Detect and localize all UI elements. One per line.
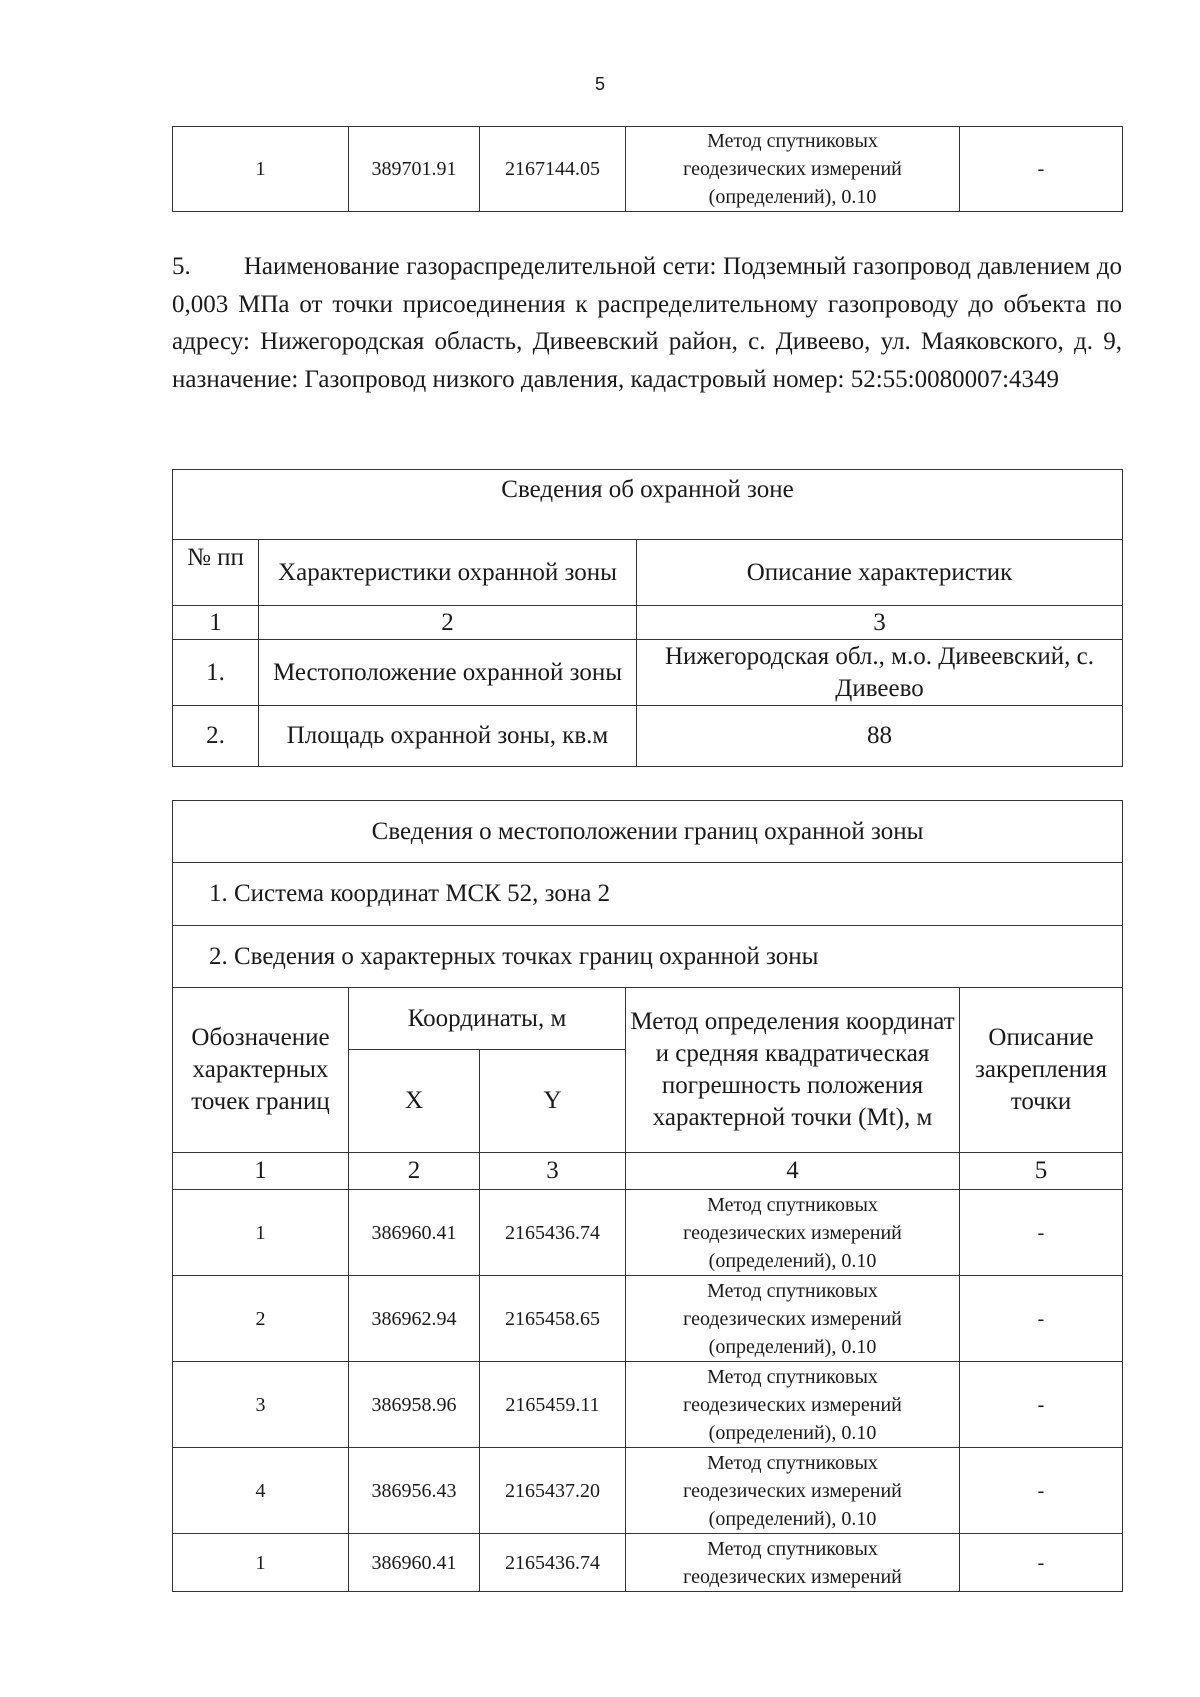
table-row [173,1276,1123,1362]
method-line: геодезических измерений [683,1393,902,1416]
header-method: Метод определения координат и средняя квадратическая погрешность положения характерной точки (Mt), м [626,988,960,1153]
y-cell: 2165459.11 [480,1362,626,1448]
fixing-cell: - [960,1190,1123,1276]
y-cell: 2167144.05 [480,127,626,212]
x-cell: 386960.41 [349,1534,480,1592]
method-line: геодезических измерений [683,1221,902,1244]
column-number: 2 [259,606,637,640]
row-num: 1. [173,640,259,706]
table-row [173,127,1123,212]
method-cell [626,1276,960,1362]
header-y: Y [480,1050,626,1153]
column-number: 1 [173,1153,349,1190]
column-number-row [173,1153,1123,1190]
method-cell [626,1190,960,1276]
y-cell: 2165437.20 [480,1448,626,1534]
method-line: Метод спутниковых [707,130,878,152]
method-line: (определений), 0.10 [708,1249,877,1272]
zone-boundaries-table [172,800,1123,1592]
x-cell: 386956.43 [349,1448,480,1534]
method-line: геодезических измерений [683,1565,902,1588]
x-cell: 386962.94 [349,1276,480,1362]
column-number: 3 [637,606,1123,640]
header-coordinates: Координаты, м [349,988,626,1050]
method-line: (определений), 0.10 [708,186,877,208]
row-num: 2. [173,706,259,767]
column-number: 1 [173,606,259,640]
point-cell: 1 [173,127,349,212]
column-number: 3 [480,1153,626,1190]
zone-table-title: Сведения об охранной зоне [173,470,1123,540]
y-cell: 2165436.74 [480,1534,626,1592]
method-line: Метод спутниковых [707,1537,878,1560]
row-characteristic: Местоположение охранной зоны [259,640,637,706]
fixing-cell: - [960,1534,1123,1592]
bounds-table-title: Сведения о местоположении границ охранной зоны [173,801,1123,863]
point-cell: 1 [173,1190,349,1276]
method-line: геодезических измерений [683,1479,902,1502]
table-row [173,1190,1123,1276]
header-characteristic: Характеристики охранной зоны [259,540,637,606]
points-title-row [173,926,1123,988]
column-number: 5 [960,1153,1123,1190]
points-title: 2. Сведения о характерных точках границ охранной зоны [173,926,1123,988]
fixing-cell: - [960,1448,1123,1534]
coord-system: 1. Система координат МСК 52, зона 2 [173,863,1123,926]
table-title-row [173,801,1123,863]
row-characteristic: Площадь охранной зоны, кв.м [259,706,637,767]
table-row [173,1534,1123,1592]
x-cell: 386960.41 [349,1190,480,1276]
row-description: Нижегородская обл., м.о. Дивеевский, с. Дивеево [637,640,1123,706]
method-line: геодезических измерений [683,1307,902,1330]
method-line: (определений), 0.10 [708,1421,877,1444]
method-cell [626,1362,960,1448]
fixing-cell: - [960,127,1123,212]
point-cell: 4 [173,1448,349,1534]
point-cell: 2 [173,1276,349,1362]
header-x: X [349,1050,480,1153]
column-number-row [173,606,1123,640]
x-cell: 386958.96 [349,1362,480,1448]
table-row [173,706,1123,767]
y-cell: 2165436.74 [480,1190,626,1276]
method-line: геодезических измерений [683,158,902,180]
zone-info-table [172,469,1123,767]
method-cell [626,127,960,212]
table-row [173,1448,1123,1534]
table-header-row [173,988,1123,1050]
coord-system-row [173,863,1123,926]
method-cell [626,1534,960,1592]
x-cell: 389701.91 [349,127,480,212]
page-number: 5 [594,74,605,94]
method-line: Метод спутниковых [707,1365,878,1388]
header-designation: Обозначение характерных точек границ [173,988,349,1153]
method-line: Метод спутниковых [707,1279,878,1302]
column-number: 2 [349,1153,480,1190]
fixing-cell: - [960,1276,1123,1362]
table-row [173,640,1123,706]
table-row [173,1362,1123,1448]
table-title-row [173,470,1123,540]
point-cell: 1 [173,1534,349,1592]
method-line: Метод спутниковых [707,1451,878,1474]
point-cell: 3 [173,1362,349,1448]
fixing-cell: - [960,1362,1123,1448]
column-number: 4 [626,1153,960,1190]
method-line: Метод спутниковых [707,1193,878,1216]
section-paragraph: 5. Наименование газораспределительной сети: Подземный газопровод давлением до 0,003 МПа от точки присоединения к распределительному газопроводу до объекта по адресу: Нижегородская область, Дивеевский район, с. Дивеево, ул. Маяковского, д. 9, назначение: Газопровод низкого давления, кадастровый номер: 52:55:0080007:4349 [172,253,1122,393]
row-description: 88 [637,706,1123,767]
y-cell: 2165458.65 [480,1276,626,1362]
method-line: (определений), 0.10 [708,1507,877,1530]
header-fixing: Описание закрепления точки [960,988,1123,1153]
header-description: Описание характеристик [637,540,1123,606]
method-line: (определений), 0.10 [708,1335,877,1358]
header-num: № пп [173,540,259,606]
continued-points-table [172,126,1123,212]
table-header-row [173,540,1123,606]
method-cell [626,1448,960,1534]
